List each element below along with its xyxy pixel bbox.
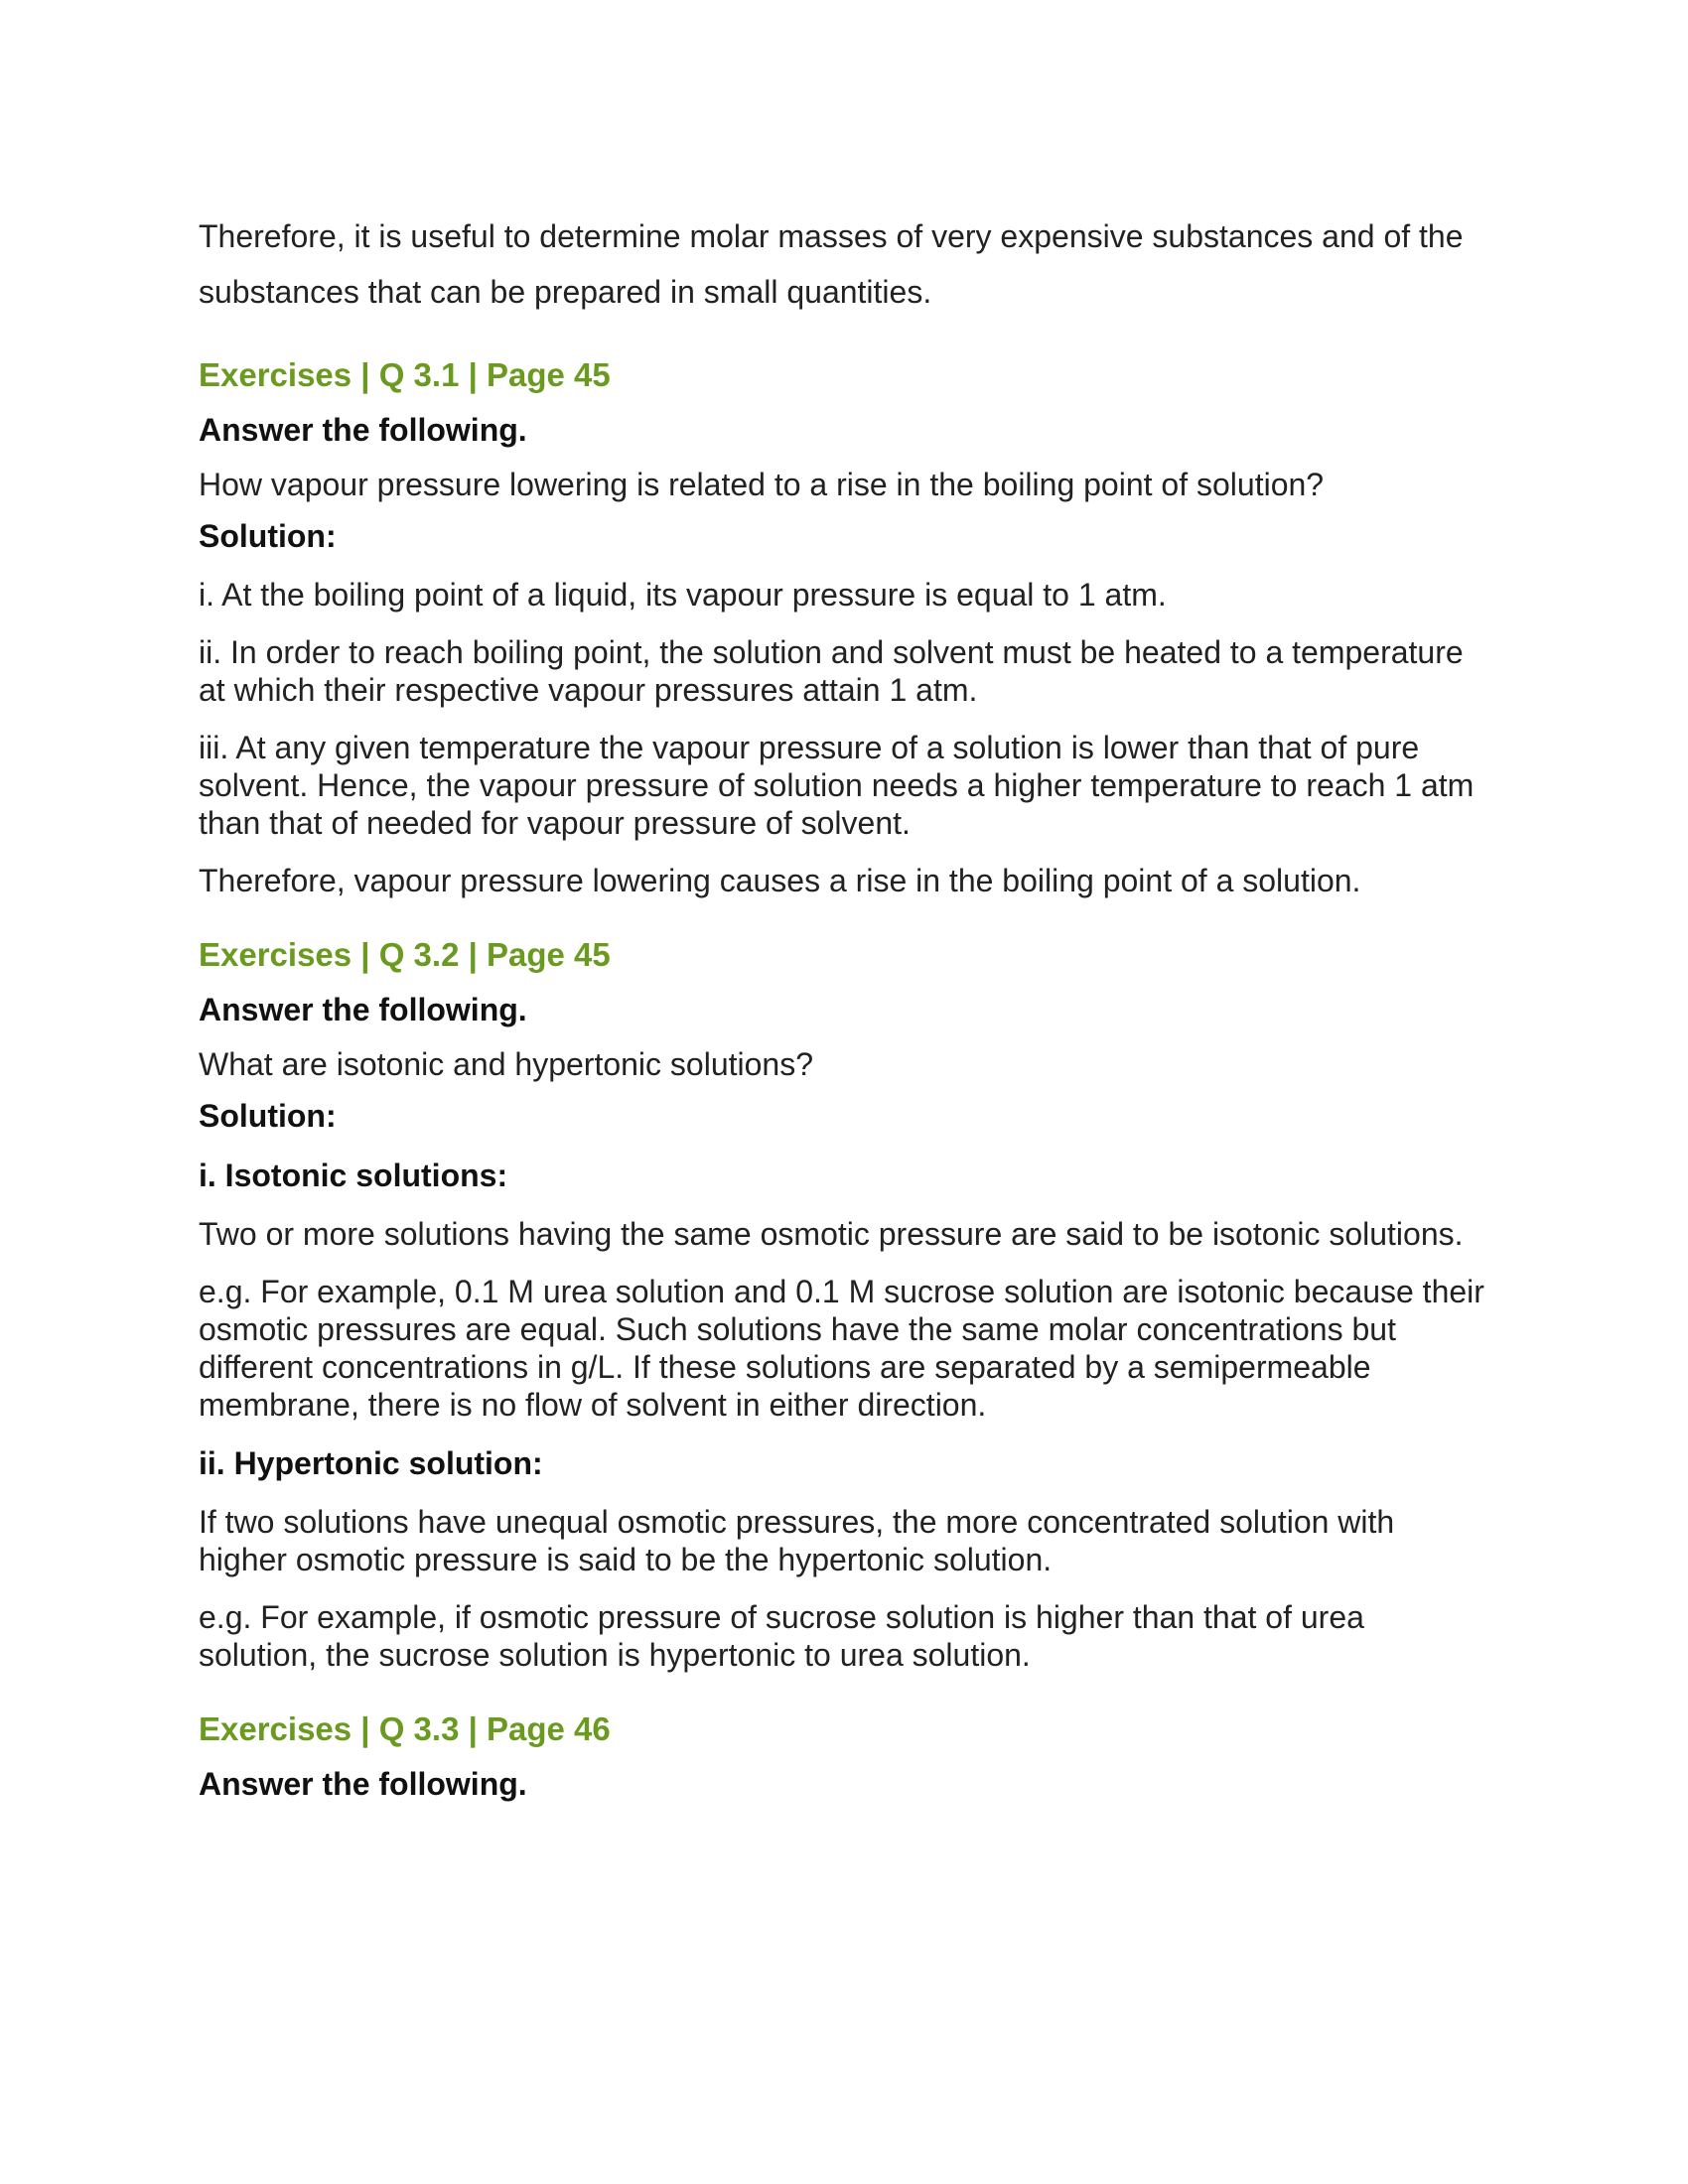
isotonic-example: e.g. For example, 0.1 M urea solution and 0.1 M sucrose solution are isotonic because their osmotic pressures are equal. Such solutions have the same molar concentrations but different concentrations in g/L. If these solutions are separated by a semipermeable membrane, there is no flow of solvent in either direction. xyxy=(199,1274,1484,1423)
hypertonic-example: e.g. For example, if osmotic pressure of sucrose solution is higher than that of urea solution, the sucrose solution is hypertonic to urea solution. xyxy=(199,1599,1364,1673)
exercise-heading: Exercises | Q 3.2 | Page 45 xyxy=(199,936,611,973)
document-page xyxy=(199,208,1489,1804)
exercise-heading: Exercises | Q 3.3 | Page 46 xyxy=(199,1710,611,1747)
question-text: How vapour pressure lowering is related to a rise in the boiling point of solution? xyxy=(199,467,1325,502)
isotonic-definition: Two or more solutions having the same osmotic pressure are said to be isotonic solutions. xyxy=(199,1216,1464,1252)
exercise-q3-3 xyxy=(199,1709,1489,1804)
solution-point-1: i. At the boiling point of a liquid, its vapour pressure is equal to 1 atm. xyxy=(199,577,1167,613)
exercise-q3-1 xyxy=(199,355,1489,899)
solution-conclusion: Therefore, vapour pressure lowering causes a rise in the boiling point of a solution. xyxy=(199,863,1361,898)
hypertonic-heading: ii. Hypertonic solution: xyxy=(199,1445,543,1481)
hypertonic-definition: If two solutions have unequal osmotic pressures, the more concentrated solution with higher osmotic pressure is said to be the hypertonic solution. xyxy=(199,1504,1395,1577)
intro-paragraph: Therefore, it is useful to determine molar masses of very expensive substances and of the substances that can be prepared in small quantities. xyxy=(199,218,1464,310)
solution-label: Solution: xyxy=(199,518,337,554)
exercise-q3-2 xyxy=(199,935,1489,1674)
solution-label: Solution: xyxy=(199,1098,337,1134)
instruction-label: Answer the following. xyxy=(199,412,527,448)
instruction-label: Answer the following. xyxy=(199,1766,527,1802)
solution-point-2: ii. In order to reach boiling point, the solution and solvent must be heated to a temperature at which their respective vapour pressures attain 1 atm. xyxy=(199,634,1464,708)
instruction-label: Answer the following. xyxy=(199,992,527,1027)
exercise-heading: Exercises | Q 3.1 | Page 45 xyxy=(199,356,611,393)
isotonic-heading: i. Isotonic solutions: xyxy=(199,1158,508,1193)
solution-point-3: iii. At any given temperature the vapour pressure of a solution is lower than that of pure solvent. Hence, the vapour pressure of solution needs a higher temperature to reach 1 atm than that of needed for vapour pressure of solvent. xyxy=(199,730,1475,841)
question-text: What are isotonic and hypertonic solutions? xyxy=(199,1046,814,1082)
